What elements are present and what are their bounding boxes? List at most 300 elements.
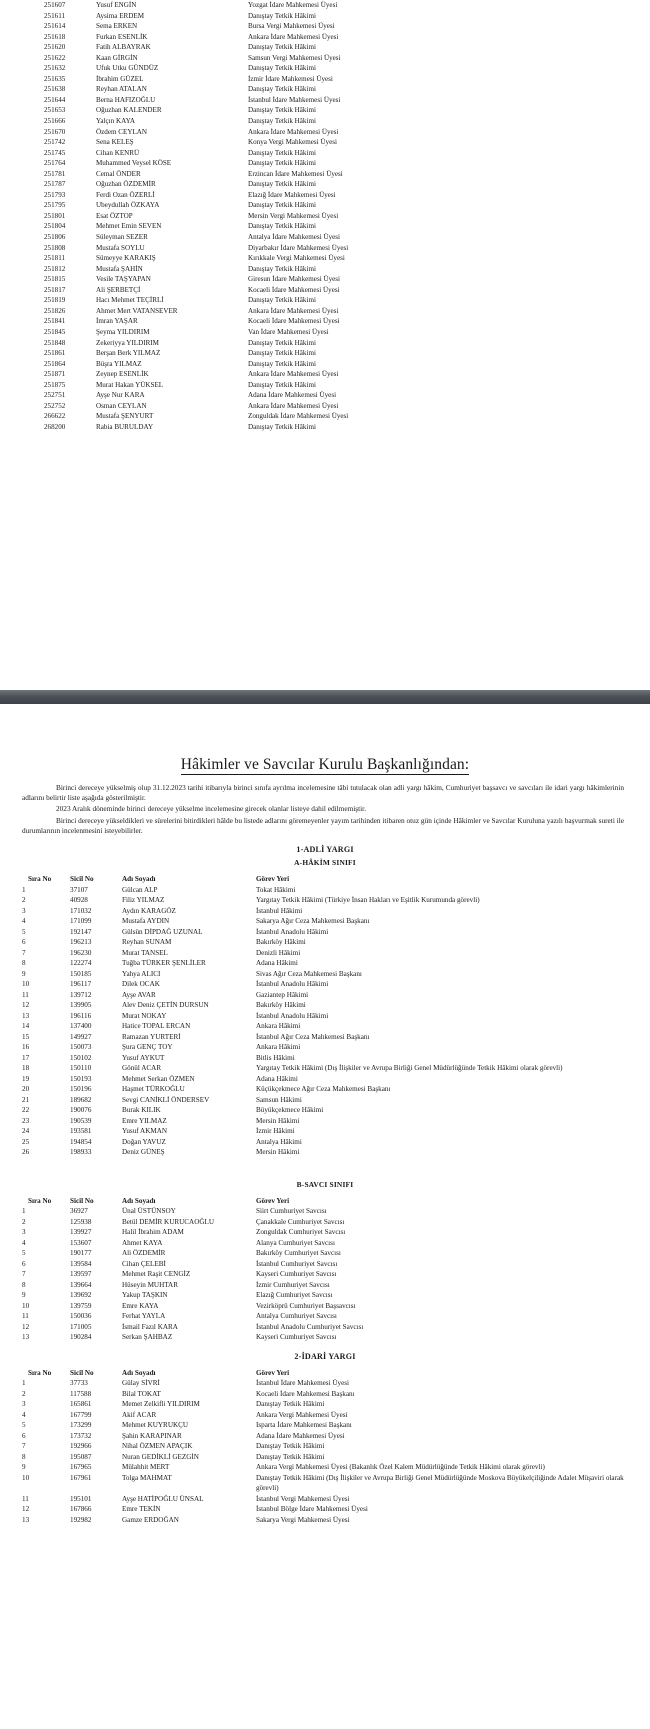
table-row — [22, 895, 628, 906]
table-row — [0, 253, 348, 264]
table-row — [22, 1311, 628, 1322]
cell-adi-soyadi: Gülay SİVRİ — [122, 1379, 160, 1388]
table-row — [0, 84, 348, 95]
table-row — [22, 1032, 628, 1043]
cell-sicil-no: 251864 — [44, 359, 66, 368]
savci-sinifi-table — [22, 1196, 628, 1343]
cell-sicil-no: 150073 — [70, 1043, 92, 1052]
cell-adi-soyadi: Burak KILIK — [122, 1106, 161, 1115]
cell-adi-soyadi: Reyhan SUNAM — [122, 938, 172, 947]
table-row — [0, 285, 348, 296]
cell-sira-no: 9 — [22, 1463, 26, 1472]
cell-sicil-no: 171099 — [70, 917, 92, 926]
cell-sira-no: 12 — [22, 1001, 30, 1010]
column-header-sicil-no: Sicil No — [70, 1196, 94, 1205]
cell-adi-soyadi: Reyhan ATALAN — [96, 85, 147, 94]
cell-gorev-yeri: Gaziantep Hâkimi — [256, 990, 309, 999]
table-row — [22, 1420, 628, 1431]
cell-adi-soyadi: Ünal ÜSTÜNSOY — [122, 1207, 176, 1216]
cell-sicil-no: 251620 — [44, 43, 66, 52]
cell-gorev-yeri: Sakarya Vergi Mahkemesi Üyesi — [256, 1515, 350, 1524]
table-row — [0, 32, 348, 43]
cell-adi-soyadi: Yusuf ENGİN — [96, 1, 137, 9]
cell-adi-soyadi: Dilek OCAK — [122, 980, 160, 989]
table-row — [0, 327, 348, 338]
cell-sira-no: 20 — [22, 1085, 30, 1094]
table-row — [0, 348, 348, 359]
cell-gorev-yeri: İstanbul Hâkimi — [256, 906, 303, 915]
page-separator-gap-lower — [0, 704, 650, 722]
column-header-gorev-yeri: Görev Yeri — [256, 1196, 290, 1205]
cell-adi-soyadi: Mustafa AYDIN — [122, 917, 170, 926]
cell-adi-soyadi: Berşan Berk YILMAZ — [96, 349, 161, 358]
cell-gorev-yeri: Danıştay Tetkik Hâkimi — [248, 64, 316, 73]
cell-adi-soyadi: Esat ÖZTOP — [96, 211, 133, 220]
table-row — [0, 116, 348, 127]
table-header-row — [22, 874, 628, 885]
cell-adi-soyadi: Oğuzhan KALENDER — [96, 106, 162, 115]
cell-sicil-no: 150036 — [70, 1312, 92, 1321]
cell-gorev-yeri: Danıştay Tetkik Hâkimi — [248, 180, 316, 189]
cell-sira-no: 13 — [22, 1333, 30, 1342]
cell-adi-soyadi: Ufuk Utku GÜNDÜZ — [96, 64, 159, 73]
cell-sira-no: 18 — [22, 1064, 30, 1073]
section-heading-idari-yargi: 2-İDARİ YARGI — [294, 1351, 356, 1361]
cell-adi-soyadi: Filiz YILMAZ — [122, 896, 165, 905]
cell-sira-no: 16 — [22, 1043, 30, 1052]
cell-gorev-yeri: Kırıkkale Vergi Mahkemesi Üyesi — [248, 254, 345, 263]
table-row — [22, 1259, 628, 1270]
cell-gorev-yeri: Vezirköprü Cumhuriyet Başsavcısı — [256, 1301, 356, 1310]
cell-gorev-yeri: Yargıtay Tetkik Hâkimi (Türkiye İnsan Hakları ve Eşitlik Kurumunda görevli) — [256, 896, 480, 905]
cell-adi-soyadi: Cihan ÇELEBİ — [122, 1259, 166, 1268]
cell-sicil-no: 190076 — [70, 1106, 92, 1115]
cell-sira-no: 13 — [22, 1011, 30, 1020]
cell-sicil-no: 192982 — [70, 1515, 92, 1524]
cell-sira-no: 25 — [22, 1137, 30, 1146]
page-separator-gap — [0, 672, 650, 690]
cell-adi-soyadi: Fatih ALBAYRAK — [96, 43, 151, 52]
cell-gorev-yeri: Kocaeli İdare Mahkemesi Başkanı — [256, 1389, 355, 1398]
cell-gorev-yeri: Kocaeli İdare Mahkemesi Üyesi — [248, 285, 340, 294]
cell-gorev-yeri: Ankara Vergi Mahkemesi Üyesi — [256, 1410, 348, 1419]
cell-adi-soyadi: Nuran GEDİKLİ GEZGİN — [122, 1452, 199, 1461]
cell-sira-no: 13 — [22, 1515, 30, 1524]
cell-adi-soyadi: Furkan ESENLİK — [96, 32, 148, 41]
cell-sira-no: 7 — [22, 948, 26, 957]
cell-sicil-no: 139927 — [70, 1228, 92, 1237]
cell-sicil-no: 173299 — [70, 1421, 92, 1430]
cell-sicil-no: 195087 — [70, 1452, 92, 1461]
cell-sicil-no: 251611 — [44, 11, 66, 20]
idari-yargi-table-body — [22, 1378, 628, 1525]
cell-sicil-no: 139905 — [70, 1001, 92, 1010]
cell-gorev-yeri: Büyükçekmece Hâkimi — [256, 1106, 324, 1115]
cell-adi-soyadi: Doğan YAVUZ — [122, 1137, 166, 1146]
cell-sira-no: 1 — [22, 885, 26, 894]
table-row — [22, 1378, 628, 1389]
cell-gorev-yeri: İstanbul Ağır Ceza Mahkemesi Başkanı — [256, 1032, 370, 1041]
table-row — [0, 200, 348, 211]
cell-adi-soyadi: Ramazan YURTERİ — [122, 1032, 181, 1041]
cell-sira-no: 11 — [22, 990, 29, 999]
cell-sicil-no: 139584 — [70, 1259, 92, 1268]
cell-adi-soyadi: Yusuf AYKUT — [122, 1053, 165, 1062]
cell-adi-soyadi: Sena KELEŞ — [96, 138, 134, 147]
cell-adi-soyadi: Muhammed Veysel KÖSE — [96, 159, 172, 168]
cell-sicil-no: 251871 — [44, 370, 66, 379]
cell-adi-soyadi: Mehmet Emin SEVEN — [96, 222, 162, 231]
cell-sicil-no: 165861 — [70, 1400, 92, 1409]
table-row — [22, 958, 628, 969]
cell-gorev-yeri: Sivas Ağır Ceza Mahkemesi Başkanı — [256, 969, 362, 978]
table-row — [22, 1441, 628, 1452]
cell-sira-no: 15 — [22, 1032, 30, 1041]
table-row — [0, 179, 348, 190]
column-header-sicil-no: Sicil No — [70, 875, 94, 884]
cell-adi-soyadi: Tolga MAHMAT — [122, 1473, 172, 1482]
cell-sicil-no: 190284 — [70, 1333, 92, 1342]
cell-sicil-no: 139692 — [70, 1291, 92, 1300]
cell-adi-soyadi: Sümeyye KARAKIŞ — [96, 254, 156, 263]
table-row — [22, 1473, 628, 1494]
cell-adi-soyadi: Emre TEKİN — [122, 1505, 161, 1514]
table-row — [22, 990, 628, 1001]
cell-adi-soyadi: Gamze ERDOĞAN — [122, 1515, 179, 1524]
cell-adi-soyadi: Haşmet TÜRKOĞLU — [122, 1085, 185, 1094]
cell-sicil-no: 251819 — [44, 296, 66, 305]
cell-gorev-yeri: İstanbul Bölge İdare Mahkemesi Üyesi — [256, 1505, 368, 1514]
table-row — [22, 1000, 628, 1011]
cell-sicil-no: 252751 — [44, 391, 66, 400]
cell-adi-soyadi: Ayşe AVAR — [122, 990, 156, 999]
cell-sicil-no: 150196 — [70, 1085, 92, 1094]
cell-sicil-no: 251826 — [44, 306, 66, 315]
cell-sicil-no: 189682 — [70, 1095, 92, 1104]
table-row — [0, 264, 348, 275]
cell-gorev-yeri: Ankara Hâkimi — [256, 1043, 301, 1052]
cell-sicil-no: 251848 — [44, 338, 66, 347]
cell-gorev-yeri: Isparta İdare Mahkemesi Başkanı — [256, 1421, 352, 1430]
cell-gorev-yeri: Danıştay Tetkik Hâkimi — [248, 85, 316, 94]
cell-gorev-yeri: İstanbul Anadolu Hâkimi — [256, 927, 329, 936]
intro-paragraph-3: Birinci dereceye yükseldikleri ve sürelerini bitirdikleri hâlde bu listede adlarını göremeyenler yayım tarihinden itibaren otuz gün içinde Hâkimler ve Savcılar Kuruluna yazılı başvurmak sureti ile durumlarının incelenmesini isteyebilirler. — [22, 815, 624, 835]
column-header-adi-soyadi: Adı Soyadı — [122, 875, 156, 884]
table-row — [0, 232, 348, 243]
table-row — [22, 1011, 628, 1022]
cell-gorev-yeri: Erzincan İdare Mahkemesi Üyesi — [248, 169, 343, 178]
cell-gorev-yeri: Bitlis Hâkimi — [256, 1053, 295, 1062]
cell-sira-no: 9 — [22, 1291, 26, 1300]
cell-sira-no: 26 — [22, 1148, 30, 1157]
cell-sira-no: 6 — [22, 1431, 26, 1440]
cell-gorev-yeri: Yargıtay Tetkik Hâkimi (Dış İlişkiler ve Avrupa Birliği Genel Müdürlüğünde Tetkik Hâkimi olarak görevli) — [256, 1064, 563, 1073]
cell-sicil-no: 268200 — [44, 422, 66, 431]
cell-gorev-yeri: Adana Hâkimi — [256, 959, 298, 968]
cell-sicil-no: 193581 — [70, 1127, 92, 1136]
cell-sicil-no: 196116 — [70, 1011, 92, 1020]
cell-sicil-no: 167799 — [70, 1410, 92, 1419]
cell-gorev-yeri: Bakırköy Cumhuriyet Savcısı — [256, 1249, 341, 1258]
table-row — [22, 1227, 628, 1238]
table-row — [22, 1206, 628, 1217]
cell-sicil-no: 153607 — [70, 1238, 92, 1247]
document-page-one — [0, 0, 650, 672]
cell-gorev-yeri: Danıştay Tetkik Hâkimi — [248, 349, 316, 358]
column-header-adi-soyadi: Adı Soyadı — [122, 1368, 156, 1377]
table-row — [0, 221, 348, 232]
cell-sira-no: 8 — [22, 1452, 26, 1461]
cell-sicil-no: 252752 — [44, 401, 66, 410]
hakim-sinifi-table — [22, 874, 628, 1158]
document-page-two — [0, 722, 650, 1545]
cell-sira-no: 1 — [22, 1207, 26, 1216]
cell-sira-no: 5 — [22, 927, 26, 936]
cell-gorev-yeri: İstanbul Cumhuriyet Savcısı — [256, 1259, 338, 1268]
table-row — [0, 306, 348, 317]
cell-adi-soyadi: İsmail Fazıl KARA — [122, 1322, 178, 1331]
cell-gorev-yeri: Mersin Hâkimi — [256, 1148, 300, 1157]
cell-gorev-yeri: Bakırköy Hâkimi — [256, 1001, 306, 1010]
cell-gorev-yeri: Mersin Hâkimi — [256, 1116, 300, 1125]
cell-adi-soyadi: Nihal ÖZMEN APAÇIK — [122, 1442, 193, 1451]
table-row — [0, 105, 348, 116]
table-row — [22, 1042, 628, 1053]
cell-sira-no: 23 — [22, 1116, 30, 1125]
cell-adi-soyadi: Gönül ACAR — [122, 1064, 162, 1073]
cell-adi-soyadi: Yalçın KAYA — [96, 117, 136, 126]
cell-adi-soyadi: Şeyma YILDIRIM — [96, 327, 150, 336]
table-row — [22, 1269, 628, 1280]
table-row — [22, 1137, 628, 1148]
cell-sira-no: 14 — [22, 1022, 30, 1031]
table-row — [0, 369, 348, 380]
cell-sira-no: 3 — [22, 1228, 26, 1237]
cell-adi-soyadi: Halil İbrahim ADAM — [122, 1228, 184, 1237]
cell-adi-soyadi: Yusuf AKMAN — [122, 1127, 168, 1136]
cell-gorev-yeri: Danıştay Tetkik Hâkimi — [248, 222, 316, 231]
cell-sira-no: 7 — [22, 1270, 26, 1279]
cell-gorev-yeri: Ankara Hâkimi — [256, 1022, 301, 1031]
table-row — [22, 1322, 628, 1333]
table-header-row — [22, 1368, 628, 1379]
cell-gorev-yeri: Ankara İdare Mahkemesi Üyesi — [248, 401, 339, 410]
cell-sicil-no: 251812 — [44, 264, 66, 273]
cell-sicil-no: 40928 — [70, 896, 88, 905]
column-header-sira-no: Sıra No — [28, 875, 52, 884]
cell-adi-soyadi: Şahin KARAPINAR — [122, 1431, 182, 1440]
cell-gorev-yeri: Ankara İdare Mahkemesi Üyesi — [248, 127, 339, 136]
cell-gorev-yeri: İstanbul Anadolu Cumhuriyet Savcısı — [256, 1322, 364, 1331]
cell-sicil-no: 150185 — [70, 969, 92, 978]
cell-adi-soyadi: Mehmet KUYRUKÇU — [122, 1421, 189, 1430]
table-row — [0, 380, 348, 391]
cell-sira-no: 1 — [22, 1379, 26, 1388]
cell-adi-soyadi: Emre YILMAZ — [122, 1116, 167, 1125]
cell-adi-soyadi: Hatice TOPAL ERCAN — [122, 1022, 191, 1031]
cell-gorev-yeri: Danıştay Tetkik Hâkimi — [248, 422, 316, 431]
table-row — [0, 21, 348, 32]
cell-sicil-no: 139664 — [70, 1280, 92, 1289]
cell-gorev-yeri: Danıştay Tetkik Hâkimi — [248, 264, 316, 273]
cell-adi-soyadi: Zekeriyya YILDIRIM — [96, 338, 159, 347]
table-row — [22, 1452, 628, 1463]
cell-adi-soyadi: Ali ÖZDEMİR — [122, 1249, 166, 1258]
hakim-sinifi-table-body — [22, 885, 628, 1158]
cell-sira-no: 19 — [22, 1074, 30, 1083]
cell-adi-soyadi: Ferhat YAYLA — [122, 1312, 166, 1321]
cell-sicil-no: 137400 — [70, 1022, 92, 1031]
cell-sira-no: 24 — [22, 1127, 30, 1136]
table-row — [22, 927, 628, 938]
page-title — [22, 756, 628, 774]
cell-gorev-yeri: Tokat Hâkimi — [256, 885, 296, 894]
cell-sicil-no: 251861 — [44, 349, 66, 358]
section-heading-adli-yargi: 1-ADLİ YARGI — [296, 845, 354, 855]
cell-sicil-no: 251787 — [44, 180, 66, 189]
sub-heading-hakim-sinifi: A-HÂKİM SINIFI — [294, 858, 356, 868]
cell-gorev-yeri: Danıştay Tetkik Hâkimi — [256, 1452, 325, 1461]
cell-adi-soyadi: Kaan GİRGİN — [96, 53, 138, 62]
cell-adi-soyadi: Ubeydullah ÖZKAYA — [96, 201, 160, 210]
table-row — [0, 411, 348, 422]
cell-gorev-yeri: Alanya Cumhuriyet Savcısı — [256, 1238, 335, 1247]
cell-gorev-yeri: Danıştay Tetkik Hâkimi — [248, 296, 316, 305]
cell-sira-no: 8 — [22, 959, 26, 968]
cell-sicil-no: 192966 — [70, 1442, 92, 1451]
table-row — [22, 937, 628, 948]
cell-sicil-no: 251806 — [44, 233, 66, 242]
cell-sicil-no: 198933 — [70, 1148, 92, 1157]
cell-sicil-no: 251614 — [44, 22, 66, 31]
cell-gorev-yeri: Zonguldak İdare Mahkemesi Üyesi — [248, 412, 349, 421]
cell-sicil-no: 37107 — [70, 885, 88, 894]
cell-sicil-no: 251875 — [44, 380, 66, 389]
cell-sicil-no: 266622 — [44, 412, 66, 421]
table-row — [22, 1504, 628, 1515]
cell-gorev-yeri: Ankara İdare Mahkemesi Üyesi — [248, 370, 339, 379]
cell-sicil-no: 251845 — [44, 327, 66, 336]
cell-gorev-yeri: Danıştay Tetkik Hâkimi — [248, 201, 316, 210]
cell-adi-soyadi: Bilal TOKAT — [122, 1389, 161, 1398]
cell-gorev-yeri: Ankara İdare Mahkemesi Üyesi — [248, 32, 339, 41]
cell-gorev-yeri: İzmir İdare Mahkemesi Üyesi — [248, 74, 333, 83]
idari-yargi-table-head — [22, 1368, 628, 1379]
cell-gorev-yeri: Ankara Vergi Mahkemesi Üyesi (Bakanlık Özel Kalem Müdürlüğünde Tetkik Hâkimi olarak görevli) — [256, 1463, 545, 1472]
table-row — [22, 916, 628, 927]
cell-sicil-no: 150110 — [70, 1064, 92, 1073]
cell-sicil-no: 139597 — [70, 1270, 92, 1279]
cell-sicil-no: 251841 — [44, 317, 66, 326]
cell-sicil-no: 171032 — [70, 906, 92, 915]
cell-gorev-yeri: Danıştay Tetkik Hâkimi — [256, 1442, 325, 1451]
table-row — [22, 1084, 628, 1095]
idari-yargi-table — [22, 1368, 628, 1526]
cell-gorev-yeri: Danıştay Tetkik Hâkimi — [248, 159, 316, 168]
cell-adi-soyadi: Ayşe Nur KARA — [96, 391, 145, 400]
table-row — [0, 211, 348, 222]
cell-adi-soyadi: Mehmet Raşit CENGİZ — [122, 1270, 191, 1279]
cell-sicil-no: 251607 — [44, 1, 66, 9]
cell-sicil-no: 122274 — [70, 959, 92, 968]
table-row — [0, 401, 348, 412]
cell-adi-soyadi: İbrahim GÜZEL — [96, 74, 144, 83]
cell-adi-soyadi: Mülahhit MERT — [122, 1463, 170, 1472]
cell-gorev-yeri: Kayseri Cumhuriyet Savcısı — [256, 1333, 337, 1342]
cell-adi-soyadi: Hüseyin MUHTAR — [122, 1280, 178, 1289]
cell-adi-soyadi: Ahmet KAYA — [122, 1238, 163, 1247]
table-row — [22, 1389, 628, 1400]
cell-adi-soyadi: Berna HAFIZOĞLU — [96, 95, 156, 104]
cell-gorev-yeri: Adana İdare Mahkemesi Üyesi — [256, 1431, 345, 1440]
cell-adi-soyadi: Yakup TAŞKIN — [122, 1291, 168, 1300]
cell-adi-soyadi: Mustafa SOYLU — [96, 243, 145, 252]
intro-paragraph-1: Birinci dereceye yükselmiş olup 31.12.2023 tarihi itibarıyla birinci sınıfa ayrılma incelemesine tâbi tutulacak olan adli yargı hâkim, Cumhuriyet başsavcı ve savcıları ile idari yargı hâkimlerinin adlarını belirtir liste aşağıda gösterilmiştir. — [22, 783, 624, 803]
cell-sira-no: 17 — [22, 1053, 30, 1062]
cell-gorev-yeri: Danıştay Tetkik Hâkimi — [248, 380, 316, 389]
cell-gorev-yeri: Kayseri Cumhuriyet Savcısı — [256, 1270, 337, 1279]
table-row — [22, 1290, 628, 1301]
cell-sira-no: 9 — [22, 969, 26, 978]
table-row — [22, 1280, 628, 1291]
cell-adi-soyadi: Cihan KENRÜ — [96, 148, 140, 157]
cell-adi-soyadi: Özdem CEYLAN — [96, 127, 148, 136]
table-row — [22, 1116, 628, 1127]
cell-sicil-no: 251801 — [44, 211, 66, 220]
cell-gorev-yeri: Küçükçekmece Ağır Ceza Mahkemesi Başkanı — [256, 1085, 391, 1094]
cell-sicil-no: 190539 — [70, 1116, 92, 1125]
column-header-sicil-no: Sicil No — [70, 1368, 94, 1377]
cell-sira-no: 2 — [22, 1389, 26, 1398]
cell-sicil-no: 251653 — [44, 106, 66, 115]
cell-sicil-no: 173732 — [70, 1431, 92, 1440]
table-row — [0, 127, 348, 138]
cell-sira-no: 22 — [22, 1106, 30, 1115]
cell-gorev-yeri: Elazığ Cumhuriyet Savcısı — [256, 1291, 333, 1300]
cell-sicil-no: 139759 — [70, 1301, 92, 1310]
table-row — [0, 274, 348, 285]
table-row — [0, 295, 348, 306]
table-row — [22, 1410, 628, 1421]
cell-sicil-no: 251764 — [44, 159, 66, 168]
cell-adi-soyadi: Ahmet Mert VATANSEVER — [96, 306, 178, 315]
cell-gorev-yeri: İzmir Cumhuriyet Savcısı — [256, 1280, 330, 1289]
cell-sira-no: 11 — [22, 1312, 29, 1321]
continuation-list-table — [0, 0, 348, 432]
cell-sicil-no: 251742 — [44, 138, 66, 147]
cell-sira-no: 5 — [22, 1421, 26, 1430]
cell-gorev-yeri: İzmir Hâkimi — [256, 1127, 295, 1136]
table-row — [22, 1147, 628, 1158]
table-row — [22, 948, 628, 959]
table-row — [22, 1126, 628, 1137]
cell-sicil-no: 192147 — [70, 927, 92, 936]
table-row — [22, 1248, 628, 1259]
cell-sicil-no: 251793 — [44, 190, 66, 199]
savci-sinifi-table-head — [22, 1196, 628, 1207]
cell-adi-soyadi: Akif ACAR — [122, 1410, 157, 1419]
cell-adi-soyadi: Tuğba TÜRKER ŞENLİLER — [122, 959, 206, 968]
table-row — [0, 42, 348, 53]
cell-adi-soyadi: Hacı Mehmet TEÇİRLİ — [96, 296, 164, 305]
cell-gorev-yeri: Danıştay Tetkik Hâkimi — [248, 148, 316, 157]
cell-gorev-yeri: Van İdare Mahkemesi Üyesi — [248, 327, 329, 336]
cell-sicil-no: 251670 — [44, 127, 66, 136]
cell-gorev-yeri: Danıştay Tetkik Hâkimi (Dış İlişkiler ve Avrupa Birliği Genel Müdürlüğünde Moskova Büyükelçiliğinde Adalet Müşaviri olarak görevli) — [256, 1473, 624, 1493]
cell-gorev-yeri: Yozgat İdare Mahkemesi Üyesi — [248, 1, 338, 9]
column-header-adi-soyadi: Adı Soyadı — [122, 1196, 156, 1205]
cell-adi-soyadi: Memet Zelkifli YILDIRIM — [122, 1400, 200, 1409]
